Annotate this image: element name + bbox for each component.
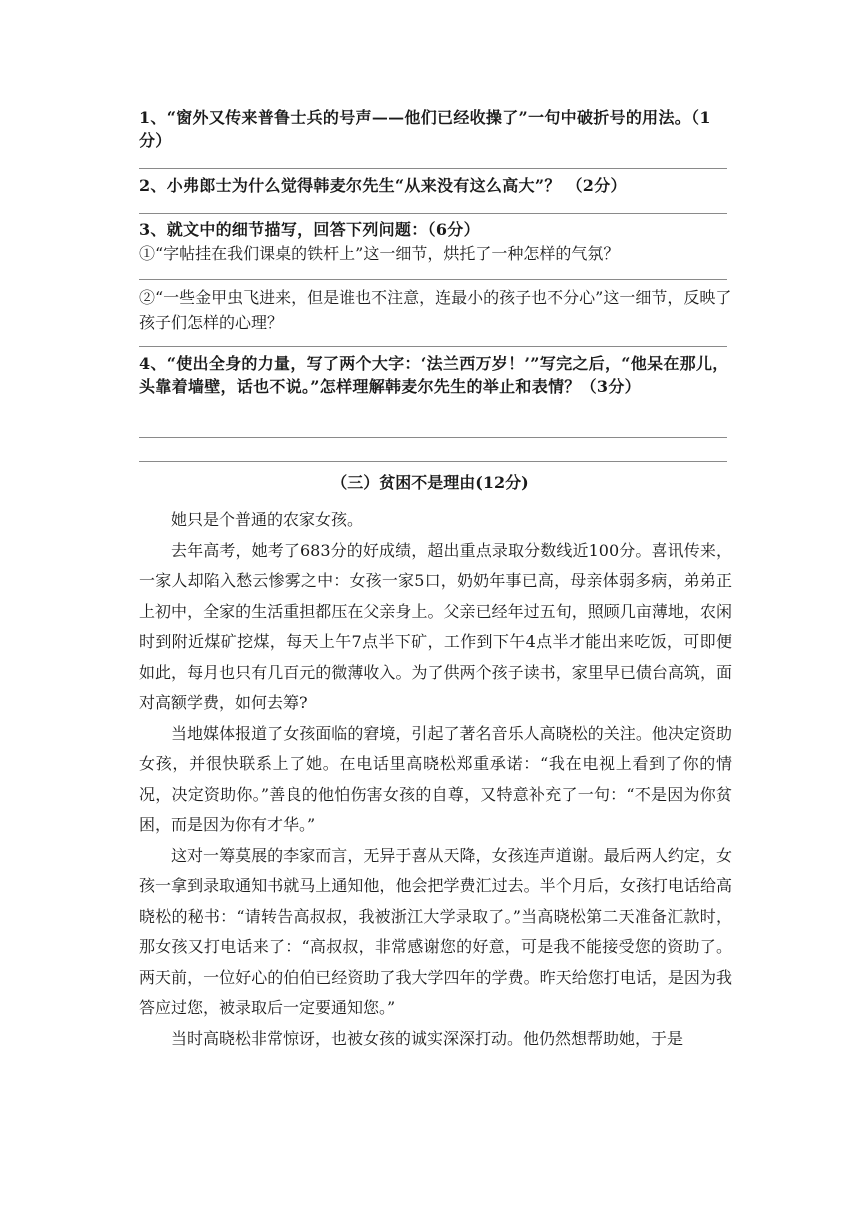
passage-body [139,505,732,1054]
answer-line [139,437,727,438]
passage-title: （三）贫困不是理由(12分) [331,473,529,492]
passage-paragraph: 当地媒体报道了女孩面临的窘境，引起了著名音乐人高晓松的关注。他决定资助女孩，并很快联系上了她。在电话里高晓松郑重承诺：“我在电视上看到了你的情况，决定资助你。”善良的他怕伤害女孩的自尊，又特意补充了一句：“不是因为你贫困，而是因为你有才华。” [139,723,732,834]
answer-line [139,346,727,347]
answer-line [139,461,727,462]
passage-paragraph: 她只是个普通的农家女孩。 [171,510,364,529]
question-3: 3、就文中的细节描写，回答下列问题：（6分） [139,220,480,239]
answer-line [139,168,727,169]
answer-line [139,279,727,280]
passage-paragraph: 当时高晓松非常惊讶，也被女孩的诚实深深打动。他仍然想帮助她，于是 [171,1028,684,1048]
question-2: 2、小弗郎士为什么觉得韩麦尔先生“从来没有这么高大”？ （2分） [139,176,627,195]
answer-line [139,213,727,214]
question-3-part-1: ①“字帖挂在我们课桌的铁杆上”这一细节，烘托了一种怎样的气氛？ [139,244,620,263]
question-3-part-2: ②“一些金甲虫飞进来，但是谁也不注意，连最小的孩子也不分心”这一细节，反映了孩子们怎样的心理？ [139,288,732,332]
passage-paragraph: 去年高考，她考了683分的好成绩，超出重点录取分数线近100分。喜讯传来，一家人却陷入愁云惨雾之中：女孩一家5口，奶奶年事已高，母亲体弱多病，弟弟正上初中，全家的生活重担都压在父亲身上。父亲已经年过五旬，照顾几亩薄地，农闲时到附近煤矿挖煤，每天上午7点半下矿，工作到下午4点半才能出来吃饭，可即便如此，每月也只有几百元的微薄收入。为了供两个孩子读书，家里早已债台高筑，面对高额学费，如何去筹? [139,540,732,712]
question-4: 4、“使出全身的力量，写了两个大字：‘法兰西万岁！’”写完之后，“他呆在那儿，头靠着墙壁，话也不说。”怎样理解韩麦尔先生的举止和表情？（3分） [139,354,729,396]
passage-paragraph: 这对一筹莫展的李家而言，无异于喜从天降，女孩连声道谢。最后两人约定，女孩一拿到录取通知书就马上通知他，他会把学费汇过去。半个月后，女孩打电话给高晓松的秘书：“请转告高叔叔，我被浙江大学录取了。”当高晓松第二天准备汇款时，那女孩又打电话来了：“高叔叔，非常感谢您的好意，可是我不能接受您的资助了。两天前，一位好心的伯伯已经资助了我大学四年的学费。昨天给您打电话，是因为我答应过您，被录取后一定要通知您。” [139,845,732,1017]
question-1: 1、“窗外又传来普鲁士兵的号声——他们已经收操了”一句中破折号的用法。（1分） [139,108,711,150]
